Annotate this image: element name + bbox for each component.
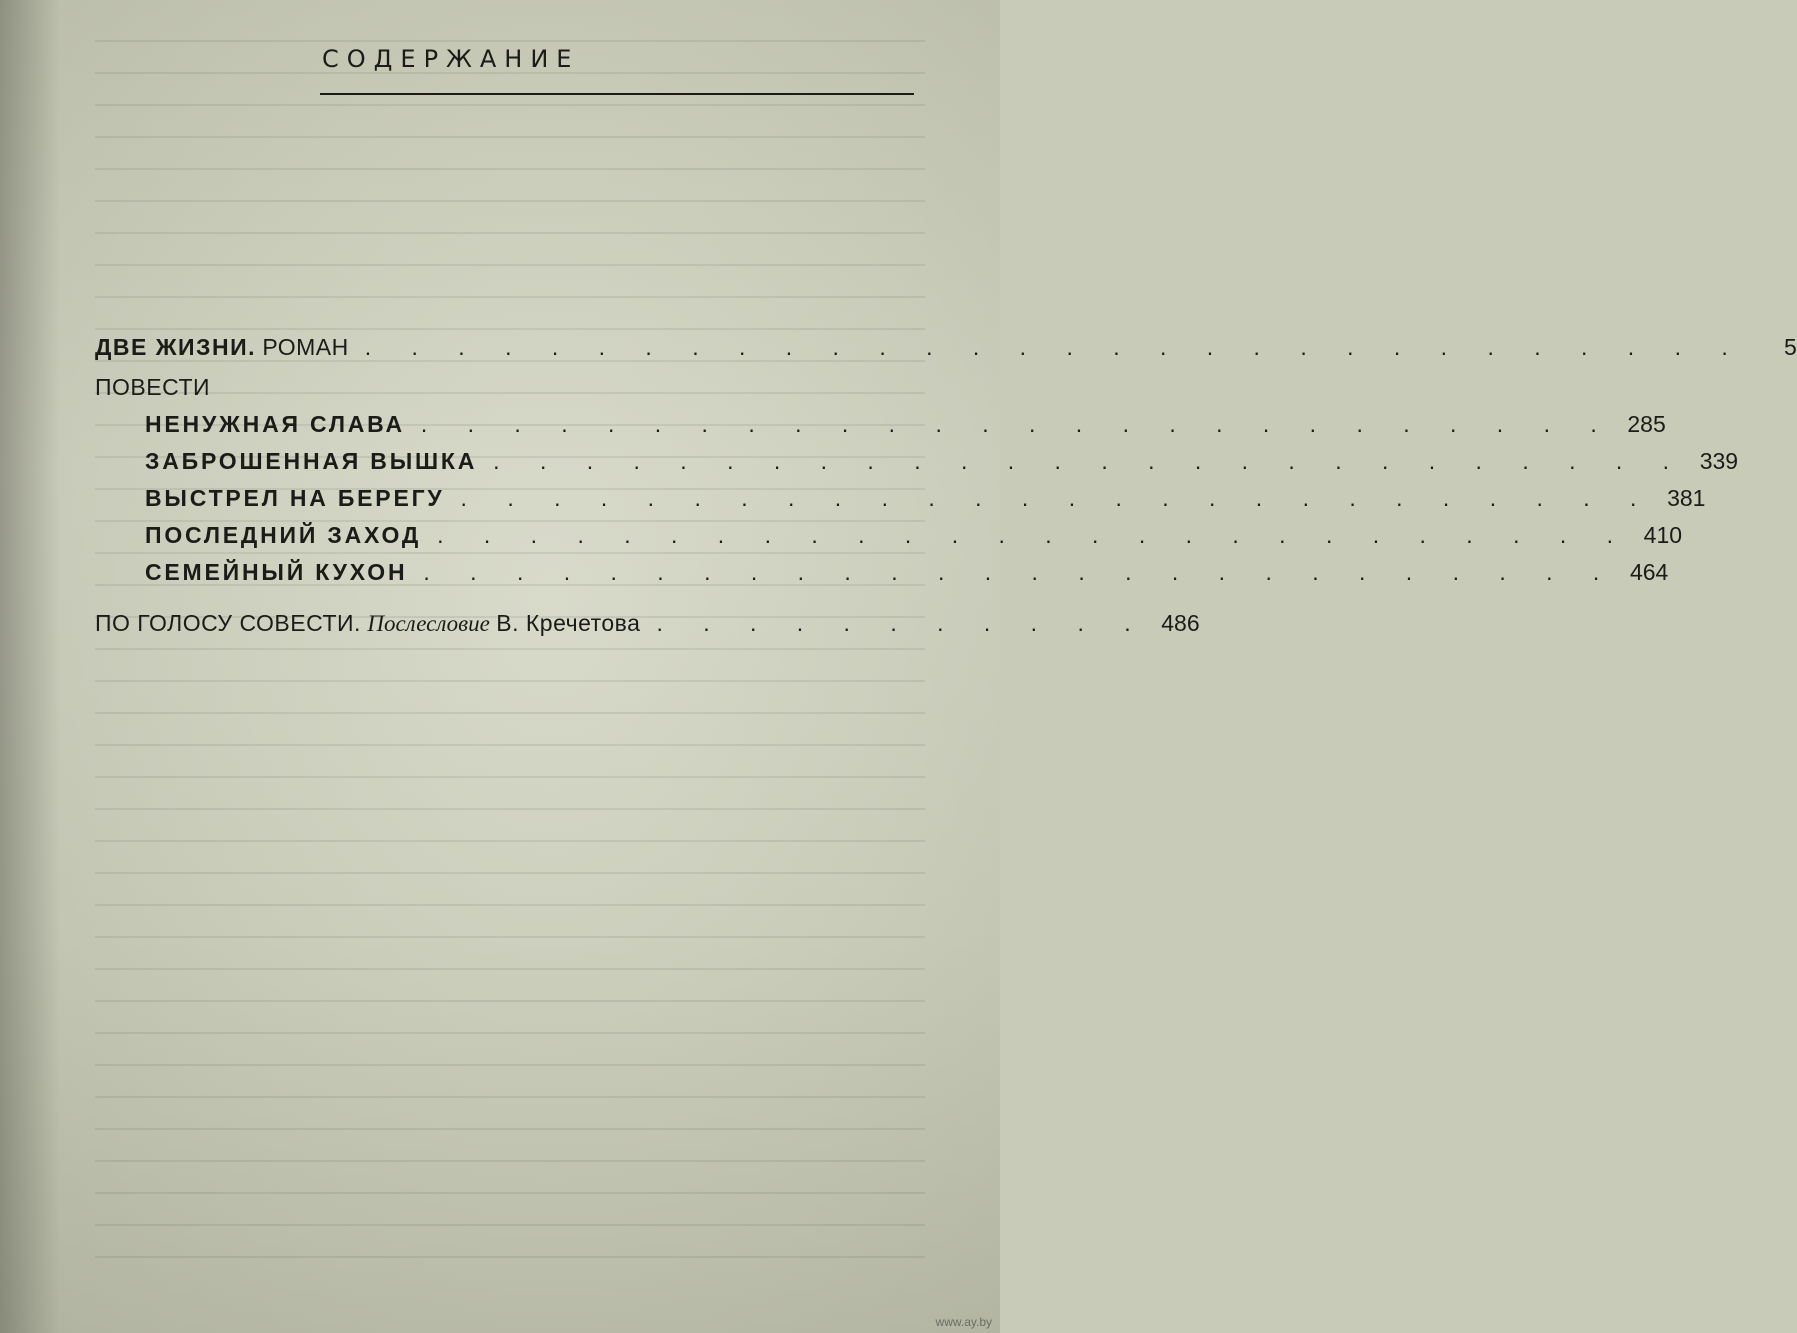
section-label-stories: ПОВЕСТИ — [95, 374, 211, 400]
show-through-text — [95, 40, 925, 1310]
toc-entry-story — [95, 559, 1669, 593]
leader-dots: . . . . . . . . . . . — [656, 610, 1148, 636]
title-underline — [320, 93, 914, 95]
novel-title: ДВЕ ЖИЗНИ. — [95, 334, 256, 360]
toc-entry-story — [95, 411, 1666, 445]
story-page-number: 464 — [1629, 559, 1669, 585]
toc-entry-story — [95, 485, 1706, 519]
story-page-number: 339 — [1699, 448, 1739, 474]
leader-dots: . . . . . . . . . . . . . . . . . . . . . . . . . . — [423, 559, 1617, 585]
page-title: СОДЕРЖАНИЕ — [322, 45, 580, 73]
afterword-author: В. Кречетова — [496, 610, 641, 636]
leader-dots: . . . . . . . . . . . . . . . . . . . . . . . . . . — [420, 411, 1614, 437]
novel-page-number: 5 — [1783, 334, 1797, 360]
story-title: ЗАБРОШЕННАЯ ВЫШКА — [145, 448, 478, 474]
story-title: СЕМЕЙНЫЙ КУХОН — [145, 559, 408, 585]
leader-dots: . . . . . . . . . . . . . . . . . . . . . . . . . . — [493, 448, 1687, 474]
toc-entry-story — [95, 522, 1683, 556]
leader-dots: . . . . . . . . . . . . . . . . . . . . . . . . . . . . . . — [364, 334, 1745, 360]
toc-entry-afterword — [95, 610, 1200, 644]
story-title: НЕНУЖНАЯ СЛАВА — [145, 411, 405, 437]
toc-entry-novel — [95, 334, 1797, 368]
watermark: www.ay.by — [935, 1315, 992, 1329]
story-page-number: 410 — [1643, 522, 1683, 548]
toc-entry-story — [95, 448, 1739, 482]
page-gutter-shadow — [0, 0, 60, 1333]
afterword-label: Послесловие — [367, 611, 490, 636]
afterword-page-number: 486 — [1161, 610, 1200, 636]
story-title: ПОСЛЕДНИЙ ЗАХОД — [145, 522, 422, 548]
novel-genre: РОМАН — [262, 334, 349, 360]
leader-dots: . . . . . . . . . . . . . . . . . . . . . . . . . . — [437, 522, 1631, 548]
story-title: ВЫСТРЕЛ НА БЕРЕГУ — [145, 485, 445, 511]
story-page-number: 285 — [1627, 411, 1666, 437]
story-page-number: 381 — [1667, 485, 1706, 511]
afterword-title: ПО ГОЛОСУ СОВЕСТИ. — [95, 610, 361, 636]
leader-dots: . . . . . . . . . . . . . . . . . . . . . . . . . . — [460, 485, 1654, 511]
